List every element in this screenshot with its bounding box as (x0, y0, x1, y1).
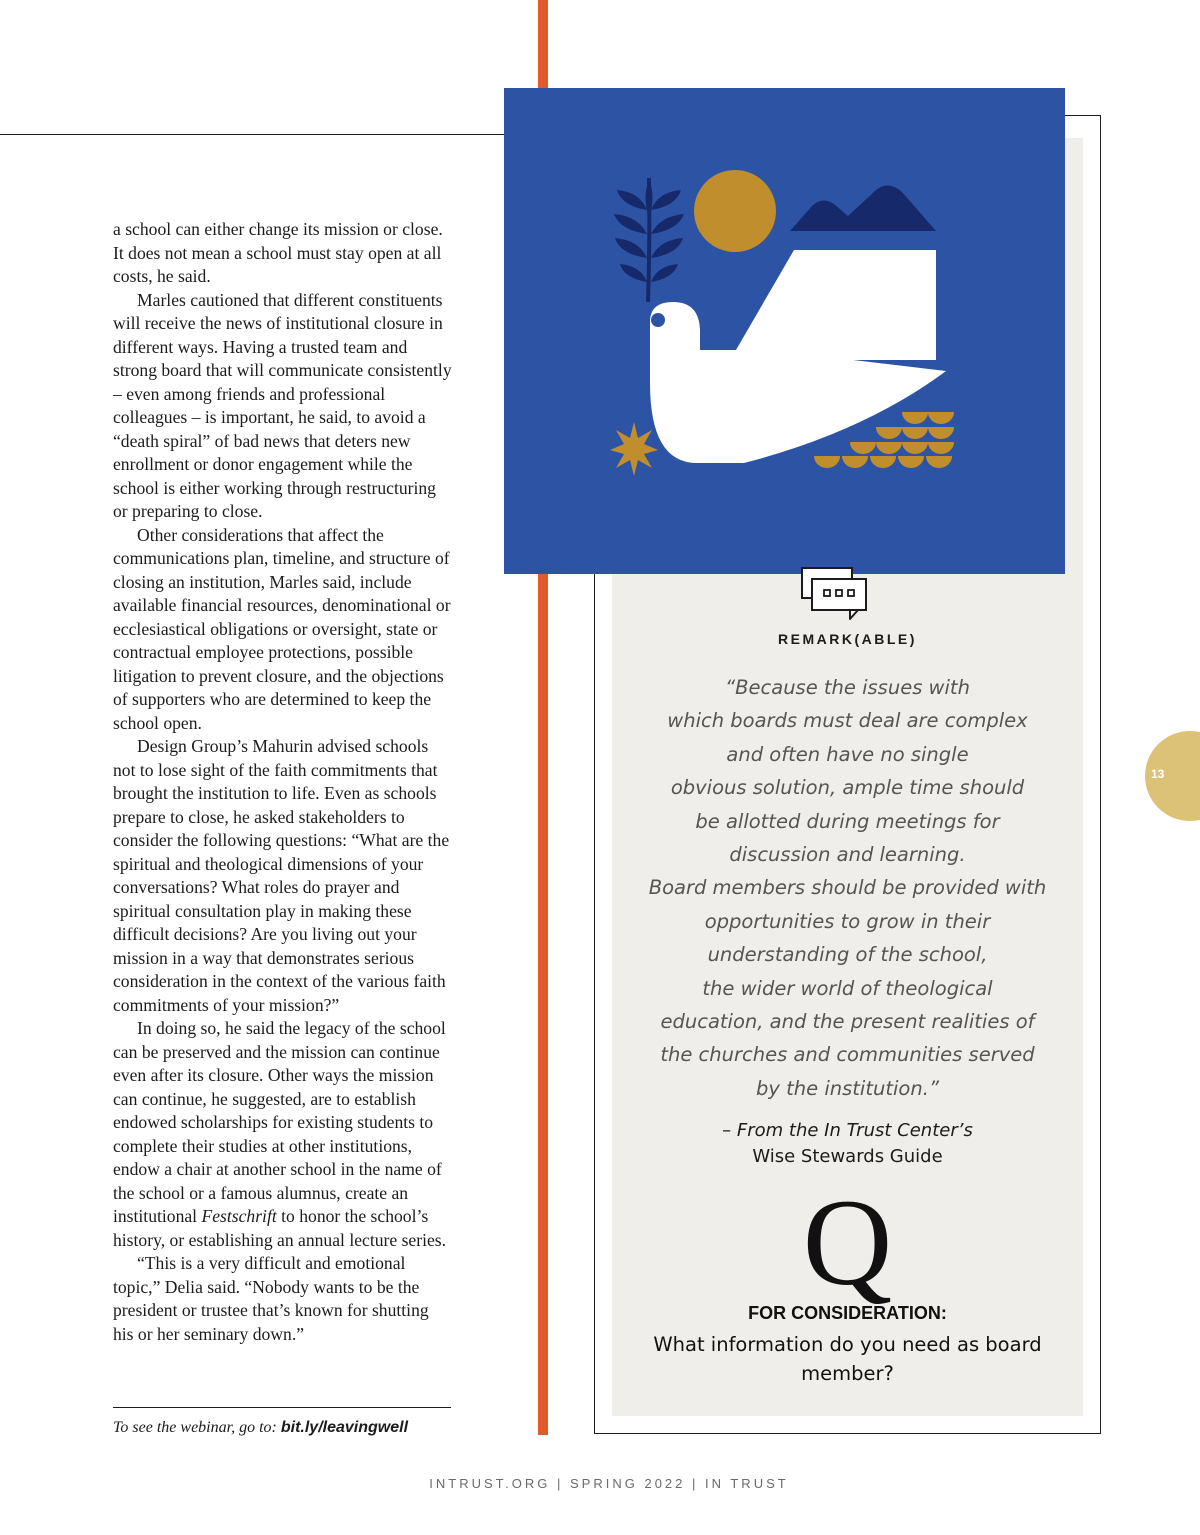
star-icon (610, 422, 658, 476)
webinar-prefix: To see the webinar, go to: (113, 1419, 277, 1436)
quote-line: obvious solution, ample time should (670, 776, 1025, 800)
mountains-icon (790, 185, 936, 231)
quote-line: education, and the present realities of (660, 1010, 1035, 1034)
quote-line: “Because the issues with (725, 676, 970, 699)
paragraph-5-text: In doing so, he said the legacy of the school can be preserved and the mission can continue even after its closure. Other ways the mission can continue, he suggested, are to establish endowed scholarships for existing students to complete their studies at other institutions, endow a chair at another school in the name of the school or a famous alumnus, create an institutional (113, 1018, 446, 1226)
quote-line: and often have no single (726, 742, 969, 766)
paragraph-1: a school can either change its mission or close. It does not mean a school must stay open at all costs, he said. (113, 219, 443, 286)
quote-line: by the institution.” (756, 1076, 939, 1100)
quote-line: discussion and learning. (729, 843, 966, 867)
olive-branch-icon (614, 178, 684, 302)
paragraph-2: Marles cautioned that different constituents will receive the news of institutional closure in different ways. Having a trusted team and strong board that will communicate consistently – even among friends and professional colleagues – is important, he said, to avoid a “death spiral” of bad news that deters new enrollment or donor engagement while the school is either working through restructuring or preparing to close. (113, 289, 452, 521)
dove-illustration (504, 88, 1065, 574)
quote-line: the churches and communities served (660, 1043, 1035, 1067)
dove-icon (650, 250, 946, 463)
webinar-note (113, 1419, 473, 1437)
page-number: 13 (1151, 767, 1165, 781)
pull-quote (612, 671, 1083, 1105)
header-rule (0, 134, 505, 135)
q-letter: Q (802, 1174, 893, 1311)
paragraph-5 (113, 1017, 453, 1252)
quote-line: which boards must deal are complex (667, 709, 1028, 733)
quote-line: Board members should be provided with (648, 876, 1047, 900)
speech-bubbles-icon (800, 565, 870, 621)
quote-attribution (612, 1118, 1083, 1170)
paragraph-5-text-end: to honor the school’s history, or establishing an annual lecture series. (113, 1206, 447, 1250)
page-footer: INTRUST.ORG | SPRING 2022 | IN TRUST (429, 1476, 789, 1491)
festschrift-term: Festschrift (201, 1206, 277, 1226)
attribution-title: Wise Stewards Guide (752, 1146, 943, 1167)
consideration-question: What information do you need as board member? (653, 1333, 1042, 1385)
article-column (113, 218, 453, 1346)
quote-line: opportunities to grow in their (704, 909, 991, 933)
footnote-rule (113, 1407, 451, 1408)
consideration-heading: FOR CONSIDERATION: (748, 1303, 947, 1323)
quote-line: be allotted during meetings for (695, 809, 1000, 833)
sun-icon (694, 170, 776, 252)
paragraph-6: “This is a very difficult and emotional topic,” Delia said. “Nobody wants to be the president or trustee that’s known for shutting his or her seminary down.” (113, 1253, 429, 1344)
paragraph-4: Design Group’s Mahurin advised schools not to lose sight of the faith commitments that brought the institution to life. Even as schools prepare to close, he asked stakeholders to consider the following questions: “What are the spiritual and theological dimensions of your conversations? What roles do prayer and spiritual consultation play in making these difficult decisions? Are you living out your mission in a way that demonstrates serious consideration in the context of the various faith commitments of your mission?” (113, 736, 450, 1015)
sidebar-heading: REMARK(ABLE) (778, 631, 917, 647)
quote-line: understanding of the school, (707, 943, 988, 967)
paragraph-3: Other considerations that affect the communications plan, timeline, and structure of closing an institution, Marles said, include available financial resources, denominational or ecclesiastical obligations or oversight, state or contractual employee protections, possible litigation to prevent closure, and the objections of supporters who are determined to keep the school open. (113, 524, 451, 733)
webinar-link[interactable]: bit.ly/leavingwell (280, 1419, 409, 1436)
quote-line: the wider world of theological (702, 976, 993, 1000)
attribution-source-line: – From the In Trust Center’s (722, 1120, 973, 1141)
